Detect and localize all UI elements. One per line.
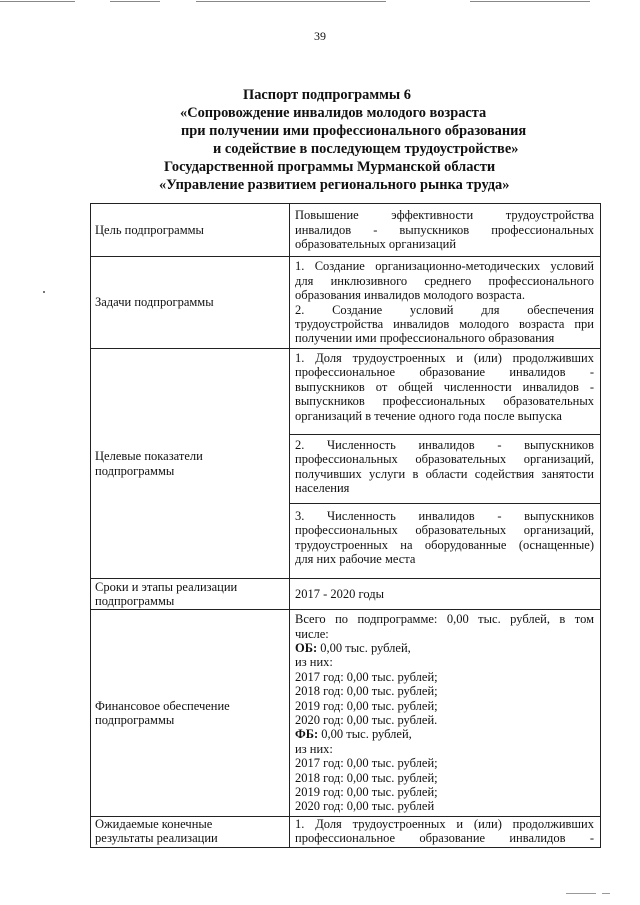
row-tasks	[91, 257, 601, 349]
tasks-label: Задачи подпрограммы	[91, 257, 290, 349]
row-results	[91, 817, 601, 848]
finance-value: Всего по подпрограмме: 0,00 тыс. рублей, в том числе: ОБ: 0,00 тыс. рублей, из них: 2017 год: 0,00 тыс. рублей; 2018 год: 0,00 тыс. рублей; 2019 год: 0,00 тыс. рублей; 2020 год: 0,00 тыс. рублей. ФБ: 0,00 тыс. рублей, из них: 2017 год: 0,00 тыс. рублей; 2018 год: 0,00 тыс. рублей; 2019 год: 0,00 тыс. рублей; 2020 год: 0,00 тыс. рублей	[290, 610, 601, 817]
indicator-2-value: 2. Численность инвалидов - выпускников профессиональных образовательных организаций, получивших услуги в области содействия занятости населения	[290, 435, 601, 504]
row-indicator-1	[91, 349, 601, 435]
goal-value: Повышение эффективности трудоустройства инвалидов - выпускников профессиональных образовательных организаций	[290, 204, 601, 257]
passport-table	[90, 203, 601, 848]
document-title	[0, 86, 640, 194]
terms-label: Сроки и этапы реализации подпрограммы	[91, 579, 290, 610]
indicators-label: Целевые показатели подпрограммы	[91, 349, 290, 579]
title-line: «Управление развитием регионального рынка труда»	[159, 177, 510, 193]
scan-artifact	[566, 893, 596, 894]
results-value: 1. Доля трудоустроенных и (или) продолживших профессиональное образование инвалидов -	[290, 817, 601, 848]
page-number: 39	[314, 29, 326, 43]
scan-top-edge	[470, 1, 590, 2]
indicator-3-value: 3. Численность инвалидов - выпускников профессиональных образовательных организаций, трудоустроенных на оборудованные (оснащенные) для них рабочие места	[290, 504, 601, 579]
title-line: Государственной программы Мурманской области	[164, 159, 496, 175]
row-goal	[91, 204, 601, 257]
scan-artifact	[602, 893, 610, 894]
scan-top-edge	[196, 1, 386, 2]
scan-top-edge	[110, 1, 160, 2]
row-finance	[91, 610, 601, 817]
terms-value: 2017 - 2020 годы	[290, 579, 601, 610]
finance-label: Финансовое обеспечение подпрограммы	[91, 610, 290, 817]
scan-top-edge	[0, 1, 75, 2]
margin-mark	[43, 291, 45, 293]
title-line: и содействие в последующем трудоустройстве»	[213, 141, 519, 157]
tasks-value: 1. Создание организационно-методических условий для инклюзивного среднего профессионального образования инвалидов молодого возраста. 2. Создание условий для обеспечения трудоустройства инвалидов молодого возраста при получении ими профессионального образования	[290, 257, 601, 349]
results-label: Ожидаемые конечные результаты реализации	[91, 817, 290, 848]
row-terms	[91, 579, 601, 610]
title-line: «Сопровождение инвалидов молодого возраста	[180, 105, 487, 121]
indicator-1-value: 1. Доля трудоустроенных и (или) продолживших профессиональное образование инвалидов - выпускников от общей численности инвалидов - выпускников профессиональных образовательных организаций в течение одного года после выпуска	[290, 349, 601, 435]
goal-label: Цель подпрограммы	[91, 204, 290, 257]
title-line: при получении ими профессионального образования	[181, 123, 527, 139]
title-line: Паспорт подпрограммы 6	[243, 87, 411, 103]
